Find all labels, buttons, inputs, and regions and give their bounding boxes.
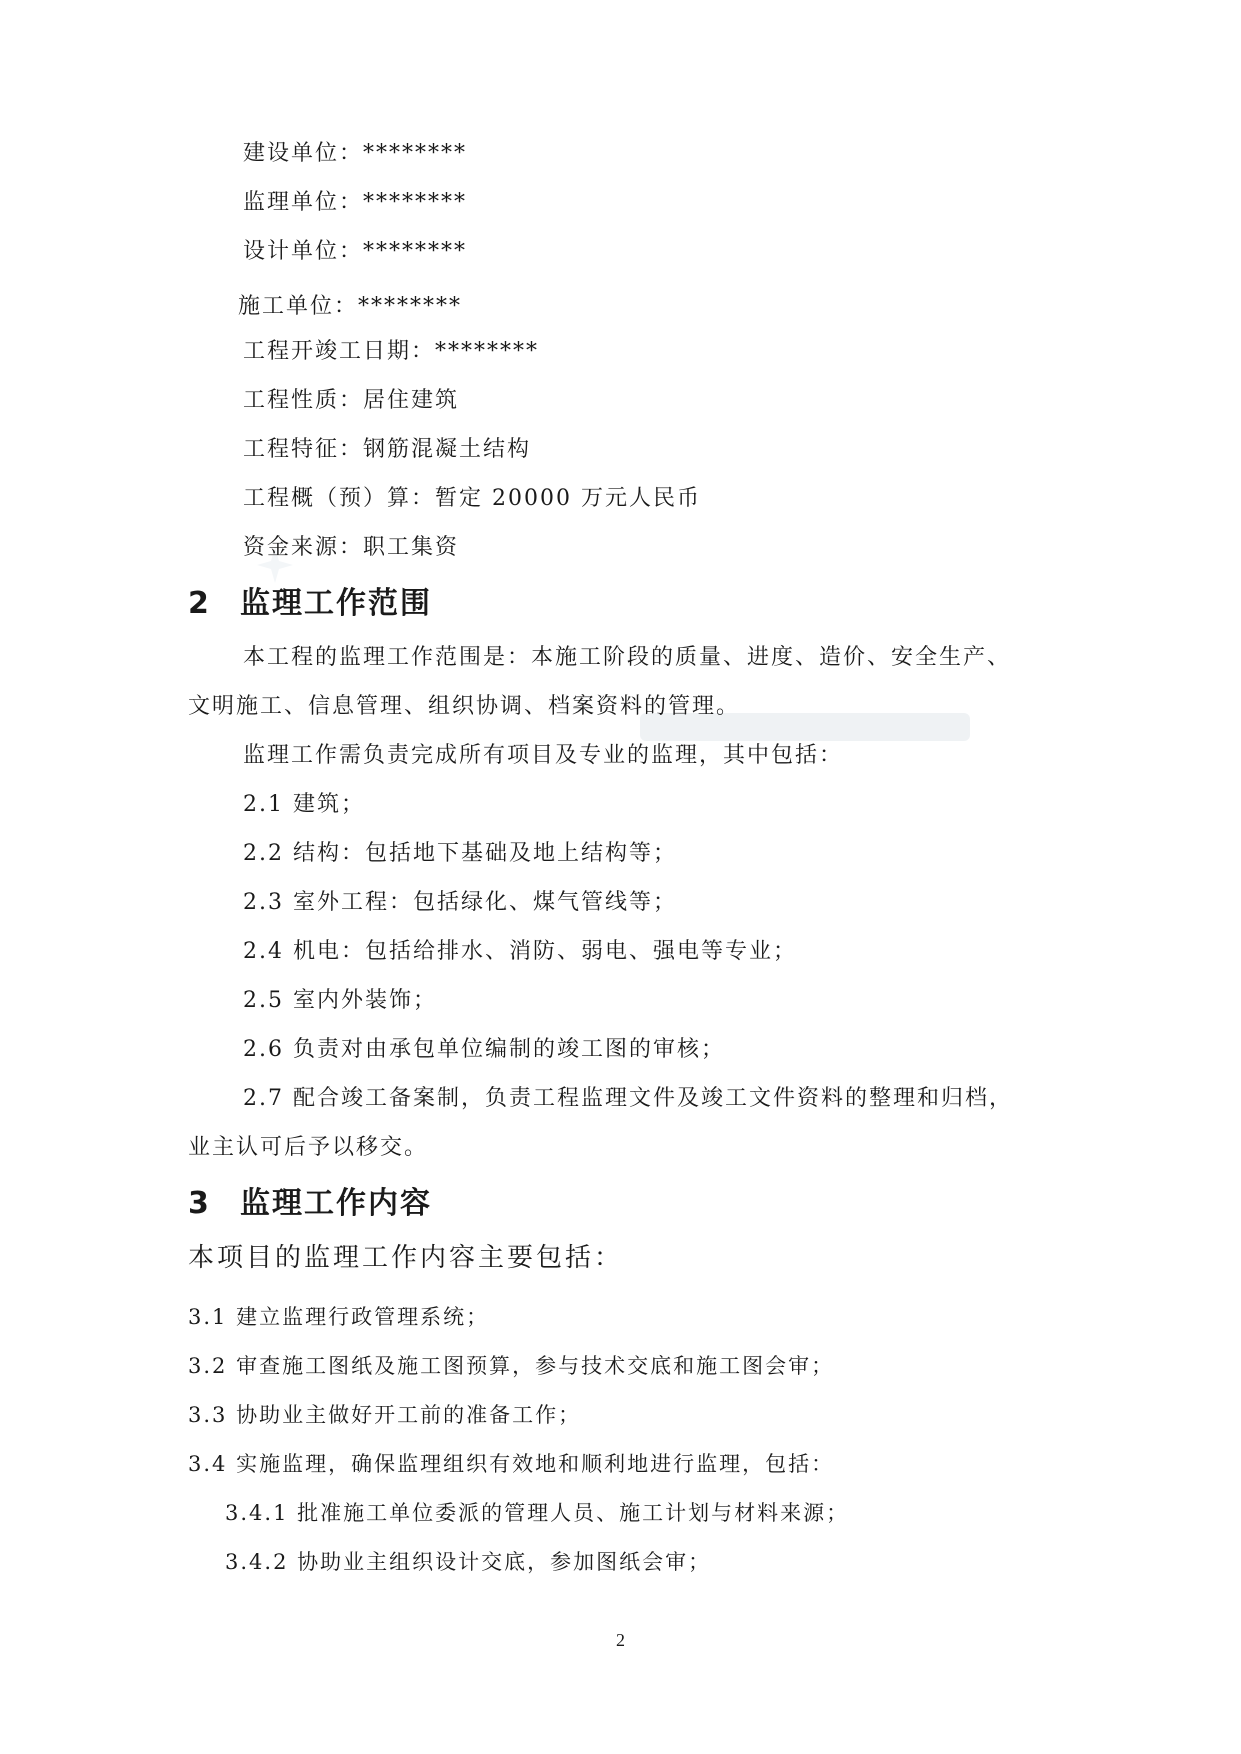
info-line-design-unit: 设计单位：******** xyxy=(243,239,468,264)
info-line-contractor-unit: 施工单位：******** xyxy=(238,294,463,319)
section-3-number: 3 xyxy=(188,1186,211,1221)
info-line-supervision-unit: 监理单位：******** xyxy=(243,190,468,215)
section-3-item: 3.4 实施监理，确保监理组织有效地和顺利地进行监理，包括： xyxy=(188,1452,835,1476)
info-line-project-dates: 工程开竣工日期：******** xyxy=(243,339,540,364)
section-2-item: 2.2 结构：包括地下基础及地上结构等； xyxy=(243,841,677,866)
section-3-item: 3.3 协助业主做好开工前的准备工作； xyxy=(188,1403,582,1427)
section-2-item: 2.1 建筑； xyxy=(243,792,365,817)
section-3-heading xyxy=(188,1184,432,1224)
section-2-item: 2.5 室内外装饰； xyxy=(243,988,437,1013)
section-2-item: 2.7 配合竣工备案制，负责工程监理文件及竣工文件资料的整理和归档， xyxy=(243,1086,1013,1111)
section-2-item: 2.3 室外工程：包括绿化、煤气管线等； xyxy=(243,890,677,915)
section-2-number: 2 xyxy=(188,586,211,621)
section-3-title: 监理工作内容 xyxy=(240,1186,432,1221)
section-2-item: 2.4 机电：包括给排水、消防、弱电、强电等专业； xyxy=(243,939,797,964)
section-3-item: 3.1 建立监理行政管理系统； xyxy=(188,1305,490,1329)
section-3-subitem: 3.4.2 协助业主组织设计交底，参加图纸会审； xyxy=(225,1550,712,1574)
section-3-subitem: 3.4.1 批准施工单位委派的管理人员、施工计划与材料来源； xyxy=(225,1501,850,1525)
info-line-project-features: 工程特征：钢筋混凝土结构 xyxy=(243,437,532,462)
section-2-heading xyxy=(188,584,432,624)
section-2-title: 监理工作范围 xyxy=(240,586,432,621)
info-line-project-budget: 工程概（预）算：暂定 20000 万元人民币 xyxy=(243,486,701,511)
page-number: 2 xyxy=(616,1630,625,1650)
section-3-item: 3.2 审查施工图纸及施工图预算，参与技术交底和施工图会审； xyxy=(188,1354,835,1378)
section-2-item: 2.6 负责对由承包单位编制的竣工图的审核； xyxy=(243,1037,725,1062)
section-2-paragraph-line-2: 文明施工、信息管理、组织协调、档案资料的管理。 xyxy=(188,694,741,719)
section-2-item-continuation: 业主认可后予以移交。 xyxy=(188,1135,429,1160)
info-line-funding-source: 资金来源：职工集资 xyxy=(243,535,460,560)
section-3-intro: 本项目的监理工作内容主要包括： xyxy=(188,1243,624,1273)
info-line-construction-unit: 建设单位：******** xyxy=(243,141,468,166)
info-line-project-nature: 工程性质：居住建筑 xyxy=(243,388,460,413)
section-2-paragraph-line-1: 本工程的监理工作范围是：本施工阶段的质量、进度、造价、安全生产、 xyxy=(243,645,1012,670)
section-2-intro: 监理工作需负责完成所有项目及专业的监理，其中包括： xyxy=(243,743,844,768)
